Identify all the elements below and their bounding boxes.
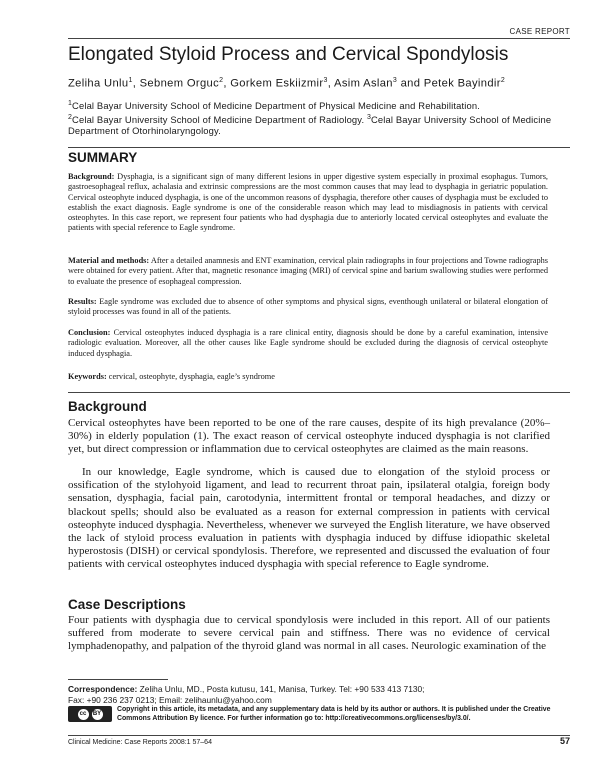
abstract-background-text: Dysphagia, is a significant sign of many different lesions in upper digestive system especially in proximal esophagus. Tumors, gastroesophageal reflux, achalasia and extrinsic compressions are the most common causes that may lead to dysphagia in geriatric population. Cervical osteophyte induced dysphagia, is one of the uncommon reasons of dysphagia, therefore other causes of dysphagia must be excluded to establish the exact diagnosis. Eagle syndrome is one of the considerable reason which may lead to misdiagnosis in patients with cervical osteophytes. In this case report, we represent four patients who had dysphagia due to anteriorly located cervical osteophytes and evaluate the patients with special reference to Eagle syndrome. <box>68 172 548 233</box>
cc-circle-icon: cc <box>78 709 89 720</box>
abstract-background-label: Background: <box>68 172 115 181</box>
correspondence-line-1: Zeliha Unlu, MD., Posta kutusu, 141, Manisa, Turkey. Tel: +90 533 413 7130; <box>139 684 425 694</box>
abstract-background <box>68 172 548 234</box>
affiliation-1: Celal Bayar University School of Medicine Department of Physical Medicine and Rehabilitation. <box>72 100 480 112</box>
author-affil-sup: 2 <box>219 77 224 84</box>
author-name: Asim Aslan <box>334 77 393 90</box>
attribution-person-icon: BY <box>92 709 103 720</box>
case-descriptions-heading: Case Descriptions <box>68 597 186 612</box>
page-number: 57 <box>559 736 570 746</box>
article-title: Elongated Styloid Process and Cervical Spondylosis <box>68 44 509 65</box>
author-name: Gorkem Eskiizmir <box>230 77 324 90</box>
header-divider <box>68 38 570 39</box>
author-name: Zeliha Unlu <box>68 77 129 90</box>
abstract-conclusion-label: Conclusion: <box>68 328 111 337</box>
correspondence-line-2: Fax: +90 236 237 0213; Email: zelihaunlu@yahoo.com <box>68 694 272 705</box>
summary-divider <box>68 147 570 148</box>
creative-commons-icon <box>68 706 112 722</box>
author-list: Zeliha Unlu$^1$, Sebnem Orguc$^2$, Gorkem Eskiizmir$^3$, Asim Aslan$^3$ and Petek Bayindir$^2$ <box>68 77 506 90</box>
correspondence-label: Correspondence: <box>68 684 138 694</box>
author-affil-sup: 2 <box>500 77 506 84</box>
abstract-conclusion-text: Cervical osteophytes induced dysphagia is a rare clinical entity, diagnosis should be done by a careful examination, intensive radiologic evaluation. Moreover, all the other causes like Eagle syndrome should be excluded during the diagnosis of cervical osteophyte induced dysphagia. <box>68 328 548 358</box>
abstract-methods-label: Material and methods: <box>68 256 150 265</box>
author-affil-sup: 3 <box>323 77 328 84</box>
background-heading: Background <box>68 399 147 414</box>
license-notice: Copyright in this article, its metadata, and any supplementary data is held by its author or authors. It is published under the Creative Commons Attribution By licence. For further information go to: http://creativecommons.org/licenses/by/3.0/. <box>117 706 551 722</box>
abstract-methods-text: After a detailed anamnesis and ENT examination, cervical plain radiographs in four projections and Towne radiographs were obtained for every patient. After that, magnetic resonance imaging (MRI) of cervical spine and barium swallowing studies were performed to evaluate the presence of esophageal compression. <box>68 256 548 286</box>
keywords-text: cervical, osteophyte, dysphagia, eagle’s syndrome <box>108 372 275 381</box>
abstract-results <box>68 297 548 318</box>
background-paragraph-2: In our knowledge, Eagle syndrome, which is caused due to elongation of the styloid process or ossification of the stylohyoid ligament, and lead to recurrent throat pain, ipsilateral otalgia, foreign body sensation, dysphagia, facial pain, carotodynia, intermittent frontal or temporal headaches, and dizzy or blackout spells; should also be evaluated as a reason for external compression in patients with cervical osteophyte induced dysphagia. Nevertheless, whenever we surveyed the English literature, we have observed the lack of styloid process evaluation in patients with dysphagia induced by diffuse idiopathic skeletal hyperostosis (DISH) or cervical spondylosis. Therefore, we represented and discussed the evaluation of four patients with cervical osteophytes induced dysphagia with special reference to Eagle syndrome. <box>68 466 550 571</box>
author-affil-sup: 3 <box>392 77 398 84</box>
abstract-divider <box>68 392 570 393</box>
abstract-results-label: Results: <box>68 297 97 306</box>
footnote-divider <box>68 679 168 680</box>
affiliation-3: Celal Bayar University School of Medicine Department of Otorhinolaryngology. <box>68 113 552 137</box>
abstract-keywords <box>68 372 548 382</box>
author-name: Petek Bayindir <box>423 77 501 90</box>
affiliation-2: Celal Bayar University School of Medicine Department of Radiology. <box>72 113 365 125</box>
affiliations <box>68 98 578 137</box>
affil-sup: 1 <box>68 100 73 107</box>
correspondence-block <box>68 684 558 705</box>
background-paragraph-1: Cervical osteophytes have been reported to be one of the rare causes, despite of its high prevalance (20%–30%) in elderly population (1). The exact reason of cervical osteophyte induced dysphagia is not clarified yet, but direct compression or inflammation due to cervical osteophytes are claimed as the main reasons. <box>68 417 550 456</box>
summary-heading: SUMMARY <box>68 150 138 165</box>
case-descriptions-paragraph-1: Four patients with dysphagia due to cervical spondylosis were included in this report. All of our patients suffered from moderate to severe cervical pain and stiffness. There was no evidence of cervical lymphadenopathy, and palpation of the thyroid gland was normal in all cases. Neurologic examination of the <box>68 614 550 653</box>
author-name: Sebnem Orguc <box>139 77 220 90</box>
abstract-results-text: Eagle syndrome was excluded due to absence of other symptoms and physical signs, eventhough unilateral or bilateral elongation of styloid processes was found in all of the patients. <box>68 297 548 317</box>
affil-sup: 3 <box>366 113 372 121</box>
case-report-label: CASE REPORT <box>509 27 570 36</box>
footer-divider <box>68 735 570 736</box>
author-affil-sup: 1 <box>128 77 133 84</box>
keywords-label: Keywords: <box>68 372 107 381</box>
abstract-conclusion <box>68 328 548 359</box>
abstract-methods <box>68 256 548 287</box>
affil-sup: 2 <box>68 113 73 121</box>
journal-citation: Clinical Medicine: Case Reports 2008:1 57–64 <box>68 739 212 746</box>
